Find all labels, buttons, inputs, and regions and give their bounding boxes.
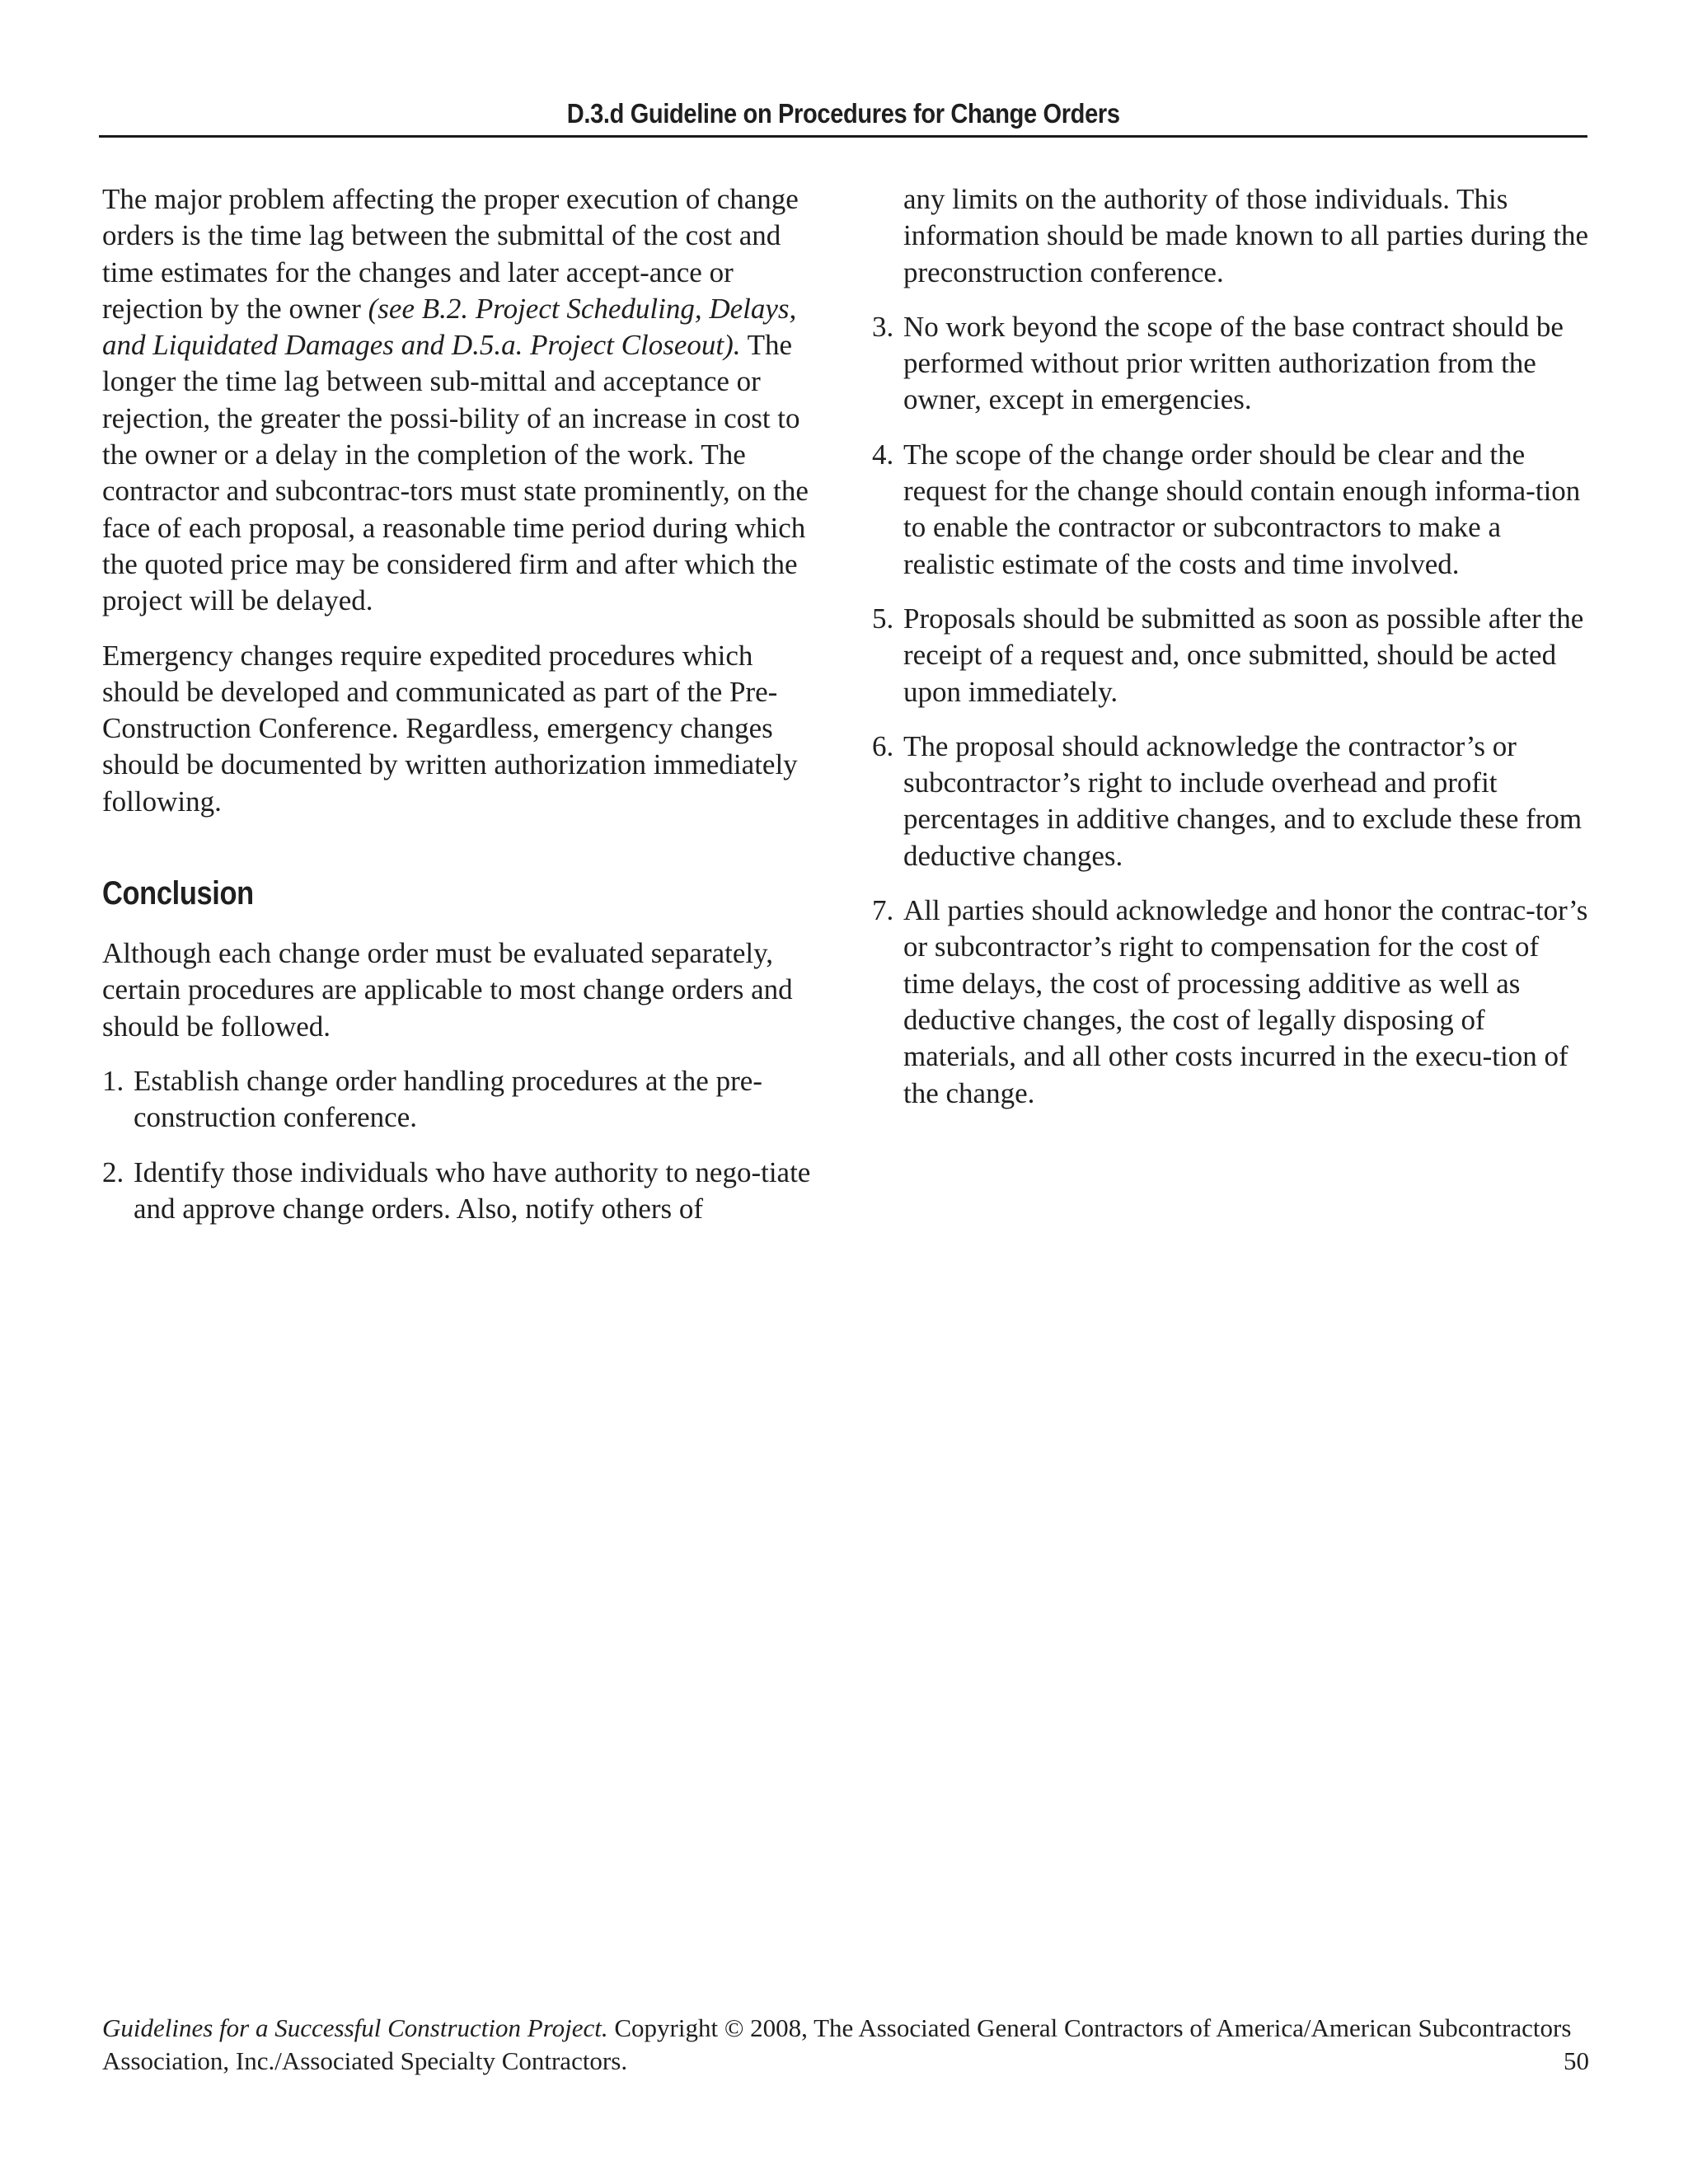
list-item-text: Establish change order handling procedures at the pre-construction conference.: [134, 1064, 762, 1134]
list-item: [872, 601, 1597, 710]
procedure-list-left: [102, 1063, 821, 1227]
list-item: [872, 729, 1597, 874]
list-item: [102, 1155, 821, 1228]
cross-reference: (see B.2. Project Scheduling, Delays, and Liquidated Damages and D.5.a. Project Closeout).: [102, 292, 797, 362]
header-title: D.3.d Guideline on Procedures for Change Orders: [566, 98, 1120, 129]
list-item-text: Proposals should be submitted as soon as possible after the receipt of a request and, once submitted, should be acted upon immediately.: [903, 602, 1584, 708]
list-item-text: The scope of the change order should be clear and the request for the change should contain enough informa-tion to enable the contractor or subcontractors to make a realistic estimate of the costs and time involved.: [903, 438, 1581, 580]
list-item-continuation: any limits on the authority of those individuals. This information should be made known to all parties during the preconstruction conference.: [903, 183, 1589, 288]
list-item-number: 1.: [102, 1064, 124, 1097]
footer-copyright: [102, 2012, 1589, 2078]
procedure-list-right: [872, 309, 1597, 1112]
list-item-number: 2.: [102, 1155, 124, 1188]
footer-book-title: Guidelines for a Successful Construction Project.: [102, 2013, 608, 2042]
paragraph-text: The longer the time lag between sub-mittal and acceptance or rejection, the greater the possi-bility of an increase in cost to the owner or a delay in the completion of the work. The contractor and subcontrac-tors must state prominently, on the face of each proposal, a reasonable time period during which the quoted price may be considered firm and after which the project will be delayed.: [102, 329, 809, 617]
page-footer: [102, 2012, 1589, 2078]
page-number: 50: [1564, 2046, 1589, 2075]
list-item-number: 4.: [872, 438, 894, 471]
list-item: [872, 893, 1597, 1112]
paragraph-text: The major problem affecting the proper execution of change orders is the time lag between the submittal of the cost and time estimates for the changes and later accept-ance or rejection by the owner: [102, 183, 799, 325]
section-heading-conclusion: Conclusion: [102, 875, 254, 912]
left-column: [102, 181, 821, 1245]
paragraph-change-order-time-lag: [102, 181, 821, 620]
running-header: [99, 92, 1587, 138]
list-item: [102, 1063, 821, 1137]
list-item: [872, 309, 1597, 419]
list-item-text: All parties should acknowledge and honor the contrac-tor’s or subcontractor’s right to compensation for the cost of time delays, the cost of processing additive as well as deductive changes, the cost of legally disposing of materials, and all other costs incurred in the execu-tion of the change.: [903, 894, 1588, 1109]
list-item-text: The proposal should acknowledge the contractor’s or subcontractor’s right to include overhead and profit percentages in additive changes, and to exclude these from deductive changes.: [903, 729, 1582, 872]
list-item-text: No work beyond the scope of the base contract should be performed without prior written authorization from the owner, except in emergencies.: [903, 310, 1564, 416]
paragraph-conclusion-intro: Although each change order must be evaluated separately, certain procedures are applicable to most change orders and should be followed.: [102, 937, 793, 1043]
list-item: [872, 437, 1597, 583]
footer-copyright-text: Copyright © 2008, The Associated General Contractors of America/American Subcontractors Association, Inc./Associated Specialty Contractors.: [102, 2013, 1572, 2075]
list-item-number: 6.: [872, 729, 894, 762]
list-item-number: 7.: [872, 894, 894, 927]
right-column: [872, 181, 1597, 1130]
list-item-number: 3.: [872, 310, 894, 343]
list-item-text: Identify those individuals who have authority to nego-tiate and approve change orders. Also, notify others of: [134, 1155, 811, 1225]
list-item-number: 5.: [872, 602, 894, 635]
paragraph-emergency-changes: Emergency changes require expedited procedures which should be developed and communicated as part of the Pre-Construction Conference. Regardless, emergency changes should be documented by written authorization immediately following.: [102, 639, 798, 818]
